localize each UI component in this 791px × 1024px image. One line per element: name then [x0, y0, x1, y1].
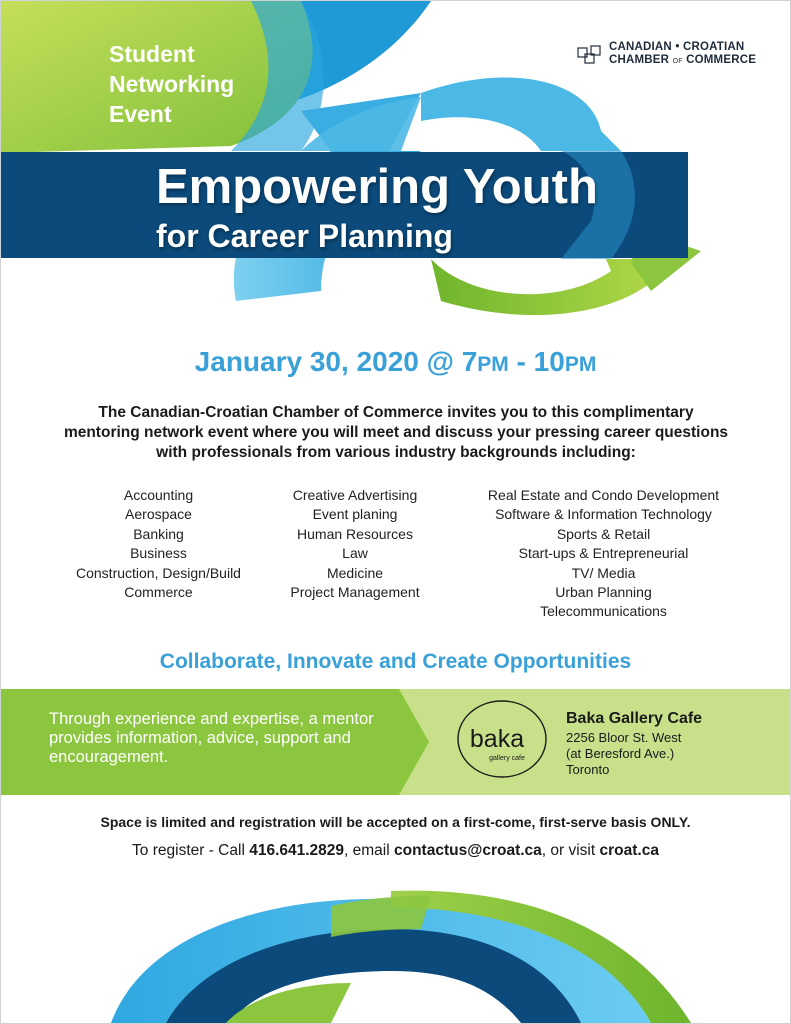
mentor-text: Through experience and expertise, a mentor provides information, advice, support and encouragement.: [49, 710, 374, 766]
address-line: 2256 Bloor St. West: [566, 730, 682, 745]
industry-item: Event planing: [312, 506, 398, 523]
industry-item: Banking: [133, 525, 184, 542]
industry-item: Creative Advertising: [292, 487, 418, 503]
logo-chamber: CHAMBER: [609, 54, 670, 66]
industry-item: Construction, Design/Build: [76, 564, 241, 581]
venue-name: Baka Gallery Cafe: [566, 710, 703, 727]
tagline: Collaborate, Innovate and Create Opportunities: [159, 650, 632, 673]
badge-line: Networking: [109, 71, 235, 97]
baka-logo-sub: gallery cafe: [489, 755, 525, 762]
industry-column-2: [241, 486, 469, 602]
event-date: [1, 345, 790, 382]
industry-item: Start-ups & Entrepreneurial: [518, 545, 689, 562]
headline: Empowering Youth: [156, 160, 598, 214]
industry-item: Business: [130, 545, 187, 562]
register-email-link[interactable]: contactus@croat.ca: [394, 842, 542, 859]
badge-line: Event: [109, 101, 172, 127]
industry-column-3: [471, 486, 736, 622]
register-line: [1, 840, 790, 862]
date-main: January 30, 2020 @ 7: [194, 346, 478, 377]
industry-item: Real Estate and Condo Development: [487, 487, 720, 503]
date-dash: - 10: [508, 346, 565, 377]
industry-item: Human Resources: [297, 525, 413, 542]
bottom-swoosh-art: [1, 871, 790, 1023]
address-line: (at Beresford Ave.): [566, 746, 675, 761]
industry-item: Sports & Retail: [556, 525, 651, 542]
register-phone[interactable]: 416.641.2829: [249, 842, 345, 859]
date-pm-end: PM: [564, 353, 597, 376]
industry-item: Commerce: [124, 584, 193, 601]
intro-paragraph: The Canadian-Croatian Chamber of Commerce invites you to this complimentary mentoring network event where you will meet and discuss your pressing career questions with professionals from various industry backgrounds including:: [63, 404, 729, 461]
industry-item: Law: [342, 545, 368, 562]
industry-item: Accounting: [123, 487, 194, 503]
address-line: Toronto: [566, 762, 610, 777]
badge-line: Student: [109, 41, 195, 67]
logo-commerce: COMMERCE: [686, 54, 757, 66]
subheadline: for Career Planning: [156, 218, 453, 254]
baka-cafe-logo: [453, 698, 553, 780]
register-site-link[interactable]: croat.ca: [599, 842, 659, 859]
industry-item: Telecommunications: [540, 603, 667, 620]
industry-item: Project Management: [290, 584, 420, 601]
industry-item: TV/ Media: [571, 564, 636, 581]
register-prefix: To register - Call: [132, 842, 250, 859]
logo-of: OF: [672, 58, 683, 65]
industry-item: Aerospace: [125, 506, 192, 523]
date-pm-start: PM: [477, 353, 509, 376]
venue-address: [566, 730, 681, 778]
logo-line-1: CANADIAN • CROATIAN: [609, 41, 745, 53]
space-notice: Space is limited and registration will be accepted on a first-come, first-serve basis ONLY.: [100, 814, 691, 830]
industry-item: Medicine: [326, 564, 384, 581]
register-mid: , email: [344, 842, 394, 859]
baka-logo-word: baka: [469, 725, 525, 753]
register-mid2: , or visit: [541, 842, 600, 859]
industry-item: Urban Planning: [555, 584, 652, 601]
industry-item: Software & Information Technology: [495, 506, 712, 523]
